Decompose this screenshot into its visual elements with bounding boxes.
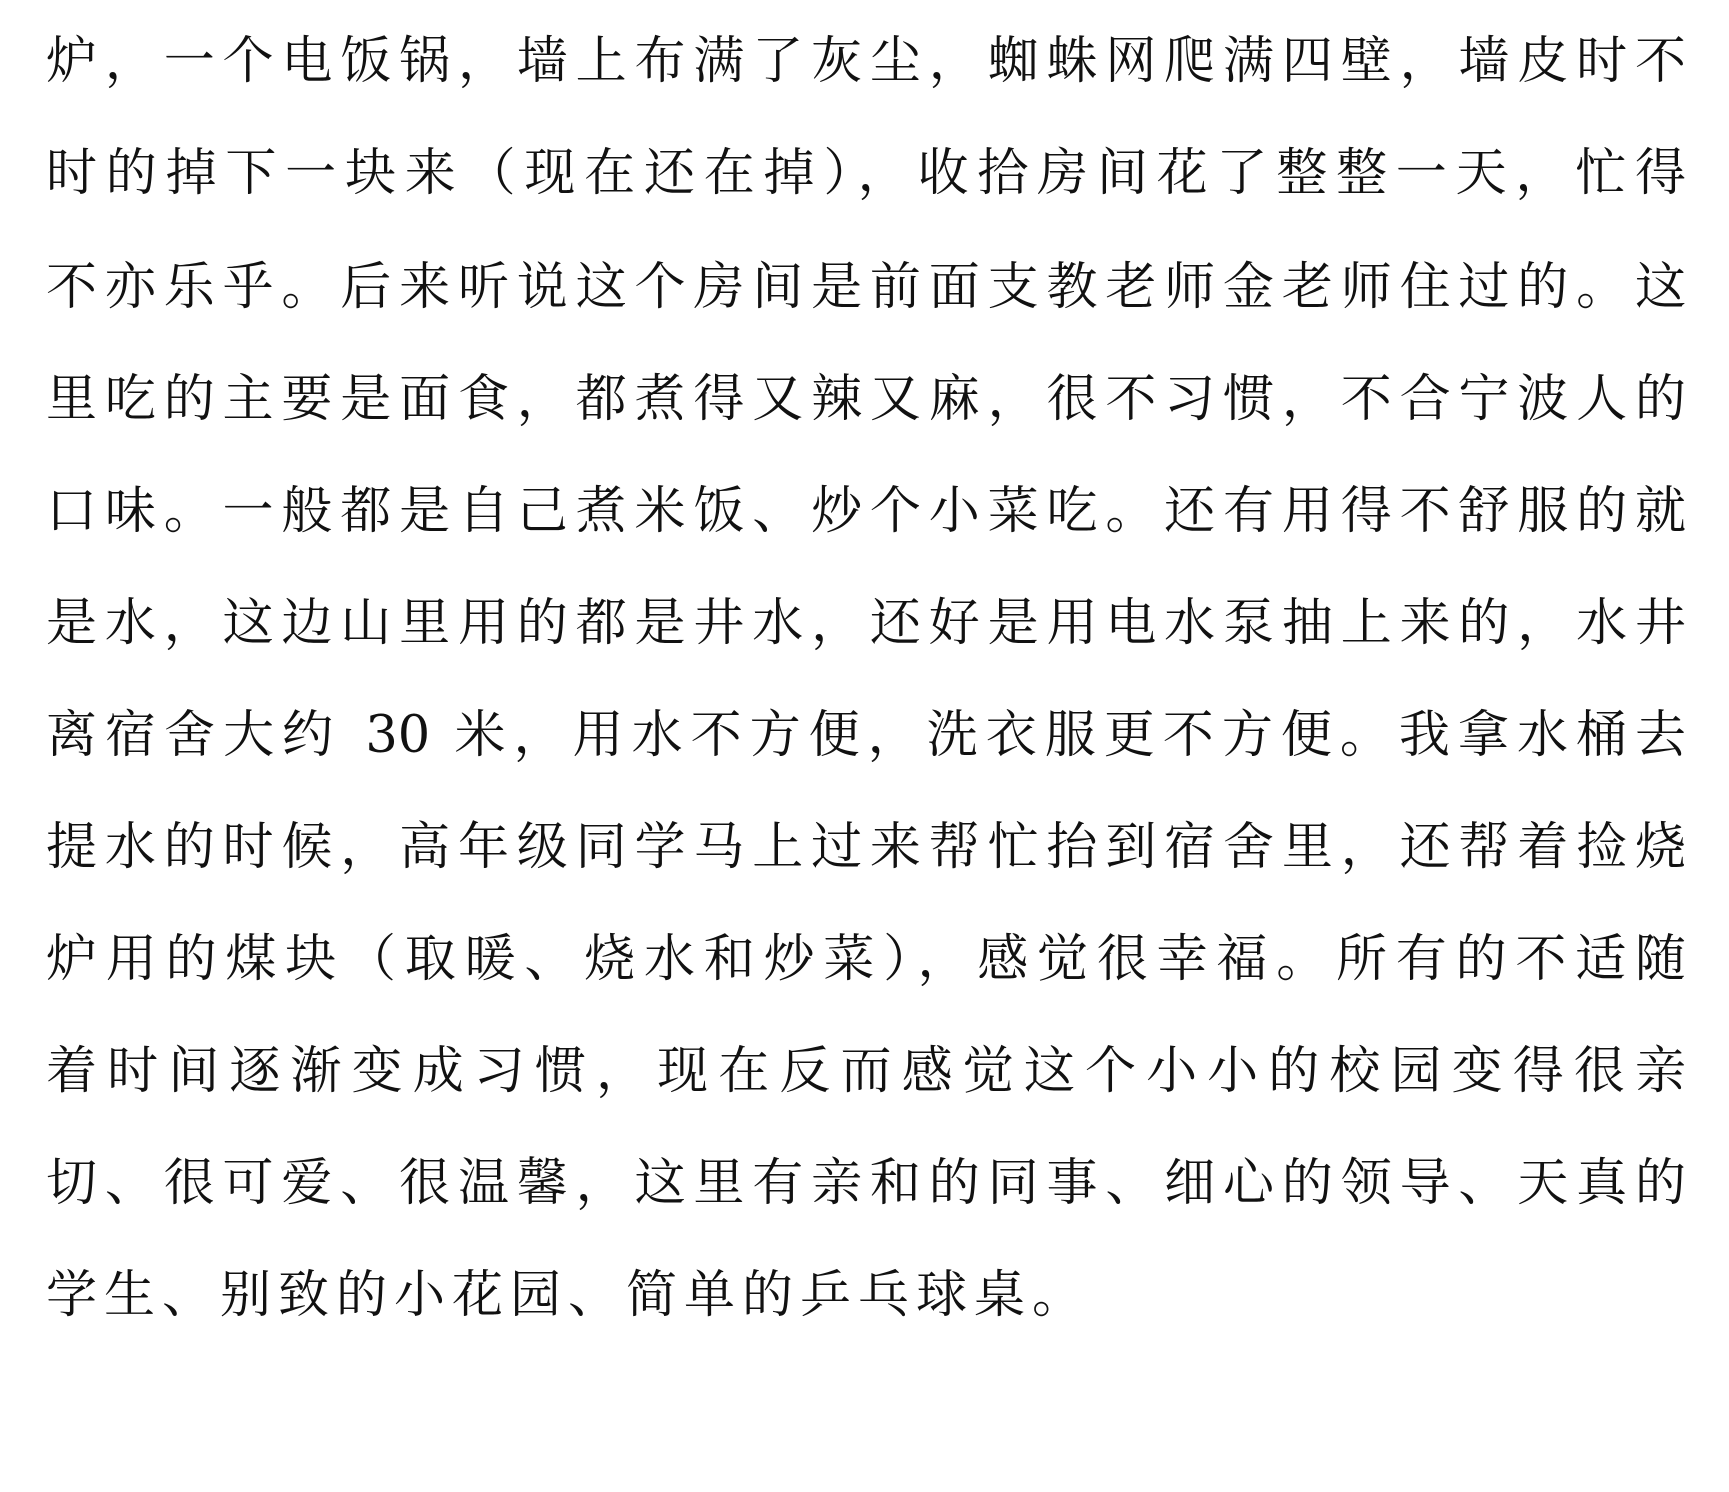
paragraph-line: 提水的时候，高年级同学马上过来帮忙抬到宿舍里，还帮着捡烧	[46, 818, 1686, 877]
paragraph-line: 不亦乐乎。后来听说这个房间是前面支教老师金老师住过的。这	[46, 258, 1686, 317]
paragraph-line-last: 学生、别致的小花园、简单的乒乓球桌。	[46, 1266, 1091, 1325]
paragraph-line: 着时间逐渐变成习惯，现在反而感觉这个小小的校园变得很亲	[46, 1042, 1686, 1101]
paragraph-line: 里吃的主要是面食，都煮得又辣又麻，很不习惯，不合宁波人的	[46, 370, 1686, 429]
paragraph-line: 炉用的煤块（取暖、烧水和炒菜），感觉很幸福。所有的不适随	[46, 930, 1686, 989]
paragraph-line: 离宿舍大约 30 米，用水不方便，洗衣服更不方便。我拿水桶去	[46, 706, 1686, 765]
paragraph-line: 口味。一般都是自己煮米饭、炒个小菜吃。还有用得不舒服的就	[46, 482, 1686, 541]
paragraph-line: 是水，这边山里用的都是井水，还好是用电水泵抽上来的，水井	[46, 594, 1686, 653]
paragraph-line: 时的掉下一块来（现在还在掉），收拾房间花了整整一天，忙得	[46, 144, 1686, 203]
paragraph-line: 切、很可爱、很温馨，这里有亲和的同事、细心的领导、天真的	[46, 1154, 1686, 1213]
paragraph-line: 炉，一个电饭锅，墙上布满了灰尘，蜘蛛网爬满四壁，墙皮时不	[46, 32, 1686, 91]
